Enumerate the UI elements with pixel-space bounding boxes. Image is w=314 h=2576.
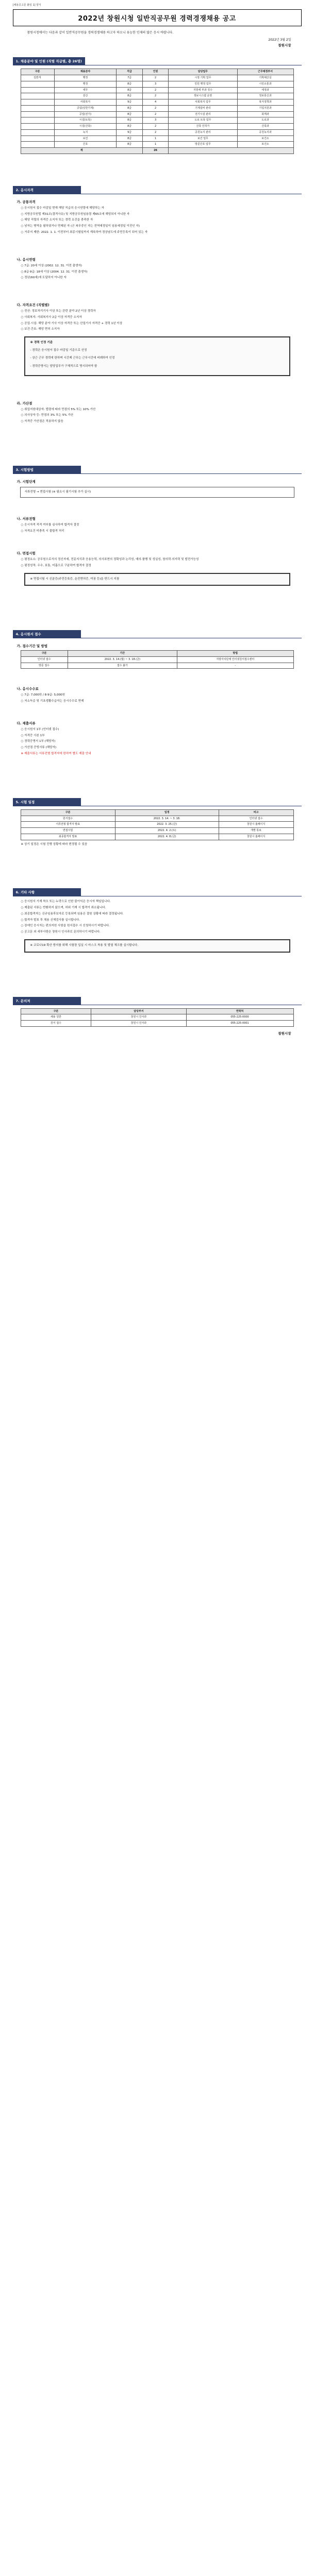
s3-a-title: 가. 시험단계	[16, 479, 36, 484]
table-row-cell: 창원시 인사과	[91, 1014, 186, 1021]
table-row-cell: 서류전형 합격자 발표	[21, 822, 115, 828]
document	[13, 0, 302, 1036]
table-row-cell: 2	[142, 105, 168, 111]
contact-table: 구분 담당부서 연락처 채용 일반 창원시 인사과 055-225-0000 원서 접수 창원시 인사과 055-225-0001	[21, 1008, 294, 1027]
table-row	[21, 656, 293, 663]
table-row-cell: 방문 접수	[21, 663, 68, 669]
table-row-cell: 3	[142, 81, 168, 87]
list-item: ○ 최종합격자는 신규임용후보자로 등록되며 임용은 결원 상황에 따라 결정됩니다.	[21, 912, 124, 916]
list-item: ○ 자격증 가산점은 적용하지 않음	[21, 420, 63, 423]
table-row-cell: 보건소	[237, 142, 293, 148]
table-row-cell: 2	[142, 75, 168, 81]
table-row-cell: 인터넷 접수	[21, 656, 68, 663]
table-row-cell	[21, 124, 54, 130]
table-row-cell: 시민소통과	[237, 81, 293, 87]
table-row-cell: 개별 통보	[219, 828, 293, 834]
table-row-cell: 창원시 인사과	[91, 1021, 186, 1027]
table-row	[21, 117, 293, 124]
list-item: ○ 응시원서 접수 마감일 현재 해당 직급의 응시연령에 해당하는 자	[21, 206, 104, 210]
s2-a-title: 가. 공통자격	[16, 199, 36, 204]
table-row-cell: 2022. 3. 25.(금)	[115, 822, 219, 828]
s3-a-text: 서류전형 → 면접시험 (※ 필요시 필기시험 추가 실시)	[20, 487, 294, 498]
table-row-cell: 8급	[117, 105, 142, 111]
list-item: ○ 거주지 제한: 2022. 1. 1. 이전부터 최종시험일까지 계속하여 경상남도에 주민등록이 되어 있는 자	[21, 231, 148, 234]
s6-note-box: ※ 코로나19 확산 방지를 위해 시험장 입실 시 마스크 착용 및 발열 체크를 실시합니다.	[24, 939, 290, 953]
s4-c-list	[13, 727, 302, 751]
s2-d-title: 라. 가산점	[16, 401, 32, 405]
table-row-cell: -	[177, 663, 293, 669]
announce-date: 2022년 3월 2일	[268, 38, 291, 42]
table-row-cell: 2	[142, 111, 168, 117]
table-row-cell: 지방세 부과 징수	[169, 87, 237, 93]
intro-text: 창원시청에서는 다음과 같이 일반직공무원을 경력경쟁채용 하고자 하오니 유능한 인재의 많은 응시 바랍니다.	[27, 31, 174, 35]
positions-table-body	[21, 75, 293, 148]
table-row-cell: 8급	[117, 111, 142, 117]
positions-table-header: 구분 채용분야 직급 인원 담당업무 근무예정부서	[21, 69, 293, 75]
table-row	[21, 111, 293, 117]
table-row-cell: 2022. 3. 14. ~ 3. 18.	[115, 816, 219, 822]
list-item: ○ 7급: 7,000원 / 8·9급: 5,000원	[21, 693, 65, 697]
s3-note-box: ※ 면접시험 시 신분증(주민등록증, 운전면허증, 여권 등)을 반드시 지참	[24, 573, 290, 586]
table-row-cell: 정보통신과	[237, 93, 293, 99]
s2-a-list	[13, 206, 302, 235]
list-item: ○ 취업지원대상자: 법령에 따라 만점의 5% 또는 10% 가산	[21, 408, 96, 411]
table-row-cell: 2	[142, 87, 168, 93]
table-row-cell: 보건소	[237, 135, 293, 142]
table-row-cell: 인터넷 접수	[219, 816, 293, 822]
s4-a-title: 가. 접수기간 및 방법	[16, 644, 47, 649]
section-5	[13, 789, 302, 806]
table-row-cell: 보건 업무	[169, 135, 237, 142]
table-row-cell	[21, 142, 54, 148]
list-item: ○ 남자는 병역을 필하였거나 면제된 자 (군 복무중인 자는 전역예정일이 임용예정일 이전인 자)	[21, 225, 140, 228]
table-row-cell: 건축 인허가	[169, 124, 237, 130]
table-row-cell: 회계과	[237, 111, 293, 117]
table-row-cell: 세무	[54, 87, 117, 93]
table-row	[21, 142, 293, 148]
section-6	[13, 879, 302, 896]
table-row-cell	[21, 93, 54, 99]
table-row-cell: 사회복지	[54, 99, 117, 106]
section-2-title: 2. 응시자격	[13, 186, 81, 194]
s6-list	[13, 900, 302, 935]
list-item: - 경력은 응시원서 접수 마감일 기준으로 산정	[30, 349, 87, 352]
section-3-title: 3. 시험방법	[13, 466, 81, 473]
list-item: ○ 사회복지: 사회복지사 2급 이상 자격증 소지자	[21, 315, 82, 319]
table-row-cell: 채용 일반	[21, 1014, 91, 1021]
s3-b-list	[13, 523, 302, 534]
table-row-cell: 3	[142, 117, 168, 124]
table-row-cell: 시설(토목)	[54, 117, 117, 124]
table-row-cell: 9급	[117, 99, 142, 106]
table-row	[21, 834, 293, 840]
footer-signer: 창원시장	[278, 1031, 291, 1036]
list-item: ○ 전산: 정보처리기사 이상 또는 관련 분야 2년 이상 경력자	[21, 310, 96, 313]
table-row-cell: 면접시험	[21, 828, 115, 834]
s2-c-title: 다. 자격요건 (직렬별)	[16, 303, 49, 308]
list-item: ○ 응시자격 적격 여부를 심사하여 합격자 결정	[21, 523, 79, 527]
table-row-cell: 2022. 4. 2.(토)	[115, 828, 219, 834]
table-row-cell: 간호	[54, 142, 117, 148]
table-row-cell: 접수 불가	[68, 663, 177, 669]
table-row-cell: 8급	[117, 135, 142, 142]
table-row-cell: 행정	[54, 81, 117, 87]
table-row-cell: 건축과	[237, 124, 293, 130]
table-row-cell	[21, 129, 54, 135]
table-row	[21, 81, 293, 87]
table-row-cell: 지방자치단체 인터넷원서접수센터	[177, 656, 293, 663]
application-table: 구분 기간 방법 인터넷 접수 2022. 3. 14.(월) ~ 3. 18.(금) 지방자치단체 인터넷원서접수센터 방문 접수 접수 불가 -	[21, 650, 294, 669]
table-row-cell: 공원녹지 관리	[169, 129, 237, 135]
table-row-cell: 2	[142, 93, 168, 99]
table-row-cell: 055-225-0000	[186, 1014, 293, 1021]
table-row-cell: 시정 기획 업무	[169, 75, 237, 81]
table-row-cell: 기업지원과	[237, 105, 293, 111]
list-item: ○ 의사상자 등: 만점의 3% 또는 5% 가산	[21, 414, 74, 417]
table-row	[21, 822, 293, 828]
list-item: ○ 7급: 20세 이상 (2002. 12. 31. 이전 출생자)	[21, 264, 82, 267]
table-row	[21, 124, 293, 130]
page-title: 2022년 창원시청 일반직공무원 경력경쟁채용 공고	[13, 9, 302, 26]
table-row-cell	[21, 117, 54, 124]
table-row-cell	[21, 99, 54, 106]
table-row-cell: 전기시설 관리	[169, 111, 237, 117]
section-6-title: 6. 기타 사항	[13, 888, 81, 896]
s4-note: ※ 제출서류는 서류전형 합격자에 한하여 별도 제출 안내	[21, 752, 91, 756]
s3-c-title: 다. 면접시험	[16, 551, 36, 556]
table-row	[21, 87, 293, 93]
table-row-cell	[21, 105, 54, 111]
table-row-cell: 시설(건축)	[54, 124, 117, 130]
table-row-cell: 8급	[117, 117, 142, 124]
table-row-cell: 2	[142, 124, 168, 130]
table-row	[21, 135, 293, 142]
list-item: ○ 장애인 응시자는 편의지원 사항을 원서접수 시 신청하시기 바랍니다.	[21, 924, 110, 928]
table-row-cell: 녹지	[54, 129, 117, 135]
list-item: ○ 가산점 증빙서류 (해당자)	[21, 746, 57, 750]
list-item: ○ 공업·시설: 해당 분야 기사 이상 자격증 또는 산업기사 자격증 + 경력 1년 이상	[21, 321, 123, 325]
table-row-cell: 1	[142, 142, 168, 148]
table-row	[21, 105, 293, 111]
table-row	[21, 1021, 293, 1027]
table-row-cell	[21, 87, 54, 93]
table-row-cell: 원서 접수	[21, 1021, 91, 1027]
section-1-title: 1. 채용분야 및 인원 (직렬 직급별, 총 26명)	[13, 57, 85, 65]
s2-c-list	[13, 309, 302, 332]
section-7-title: 7. 문의처	[13, 997, 81, 1005]
section-2	[13, 177, 302, 194]
table-row	[21, 663, 293, 669]
table-row	[21, 1014, 293, 1021]
application-table-body	[21, 656, 293, 669]
table-row-cell: 공업(전기)	[54, 111, 117, 117]
list-item: ○ 제출된 서류는 반환하지 않으며, 허위 기재 시 합격이 취소됩니다.	[21, 906, 106, 910]
s2-d-list	[13, 408, 302, 425]
table-row-cell: 기획예산실	[237, 75, 293, 81]
table-row	[21, 816, 293, 822]
positions-total-row: 계 26	[21, 148, 293, 154]
table-row-cell: 창원시 홈페이지	[219, 822, 293, 828]
table-row-cell: 정보시스템 운영	[169, 93, 237, 99]
table-row-cell	[21, 81, 54, 87]
s4-b-title: 나. 응시수수료	[16, 687, 39, 691]
table-row-cell: 2	[142, 129, 168, 135]
table-row-cell: 원서접수	[21, 816, 115, 822]
table-row-cell: 8급	[117, 87, 142, 93]
table-row-cell: 사회복지 업무	[169, 99, 237, 106]
s4-b-list	[13, 693, 302, 704]
signer: 창원시장	[278, 43, 291, 47]
table-row-cell: 기계설비 관리	[169, 105, 237, 111]
table-row-cell: 복지정책과	[237, 99, 293, 106]
list-item: ○ 합격자 발표 후 채용 신체검사를 실시합니다.	[21, 918, 80, 922]
list-item: ○ 보건·간호: 해당 면허 소지자	[21, 328, 60, 331]
contact-table-body	[21, 1014, 293, 1027]
table-row-cell: 방문간호 업무	[169, 142, 237, 148]
section-4-title: 4. 응시원서 접수	[13, 630, 81, 638]
table-row	[21, 75, 293, 81]
s3-c-list	[13, 557, 302, 569]
section-4	[13, 621, 302, 638]
section-5-title: 5. 시험 일정	[13, 798, 81, 806]
table-row-cell: 8급	[117, 81, 142, 87]
s2-b-title: 나. 응시연령	[16, 257, 36, 262]
table-row-cell: 4	[142, 99, 168, 106]
table-row-cell: 민원 행정 업무	[169, 81, 237, 87]
career-criteria-box: ※ 경력 인정 기준 - 경력은 응시원서 접수 마감일 기준으로 산정 - 상근 근무 경력에 한하며 시간제 근무는 근무시간에 비례하여 인정 - 경력증명서는 담당업무가 구체적으로 명시되어야 함	[24, 336, 290, 376]
table-row-cell: 8급	[117, 124, 142, 130]
file-tag: [채용공고문 붙임 1] 양식	[12, 4, 41, 7]
s4-c-title: 다. 제출서류	[16, 721, 36, 725]
table-row-cell	[21, 135, 54, 142]
table-row	[21, 93, 293, 99]
table-row-cell: 8급	[117, 142, 142, 148]
table-row-cell: 1	[142, 135, 168, 142]
table-row-cell: 도로 토목 업무	[169, 117, 237, 124]
list-item: ○ 자격요건 미충족 시 불합격 처리	[21, 530, 64, 533]
section-3	[13, 456, 302, 474]
table-row-cell: 일반직	[21, 75, 54, 81]
table-row-cell: 보건	[54, 135, 117, 142]
list-item: ○ 공고문 외 세부사항은 창원시 인사과로 문의하시기 바랍니다.	[21, 930, 101, 934]
positions-table	[21, 69, 294, 154]
table-row-cell: 055-225-0001	[186, 1021, 293, 1027]
s5-note: ※ 상기 일정은 시험 진행 상황에 따라 변경될 수 있음	[21, 842, 88, 846]
s3-b-title: 나. 서류전형	[16, 517, 36, 521]
list-item: ○ 정년(60세)에 도달하지 아니한 자	[21, 276, 67, 280]
table-row	[21, 99, 293, 106]
table-row-cell: 8급	[117, 93, 142, 99]
schedule-table: 구분 일정 비고 원서접수 2022. 3. 14. ~ 3. 18. 인터넷 접수 서류전형 합격자 발표 2022. 3. 25.(금) 창원시 홈페이지 면접시험 2022. 4. 2.(토) 개별 통보 최종합격자 발표 2022. 4. 8.(금) 창원시 홈페이지	[21, 809, 294, 840]
list-item: ○ 응시원서 기재 착오 또는 누락으로 인한 불이익은 응시자 책임입니다.	[21, 900, 111, 904]
table-row-cell: 2022. 3. 14.(월) ~ 3. 18.(금)	[68, 656, 177, 663]
s2-b-list	[13, 264, 302, 281]
table-row-cell: 행정	[54, 75, 117, 81]
table-row-cell: 최종합격자 발표	[21, 834, 115, 840]
table-row-cell: 도로과	[237, 117, 293, 124]
list-item: ○ 경력증명서 1부 (해당자)	[21, 740, 56, 743]
list-item: ○ 응시원서 1부 (인터넷 접수)	[21, 727, 59, 731]
schedule-table-body	[21, 816, 293, 840]
list-item: ○ 평정성적: 우수, 보통, 미흡으로 구분하여 합격자 결정	[21, 564, 91, 567]
list-item: ○ 평정요소: 공무원으로서의 정신자세, 전문지식과 응용능력, 의사표현의 정확성과 논리성, 예의·품행 및 성실성, 창의력·의지력 및 발전가능성	[21, 558, 199, 562]
table-row-cell: 세정과	[237, 87, 293, 93]
table-row-cell: 창원시 홈페이지	[219, 834, 293, 840]
list-item: ○ 8급·9급: 18세 이상 (2004. 12. 31. 이전 출생자)	[21, 270, 88, 274]
list-item: ○ 해당 직렬의 자격증 소지자 또는 경력 요건을 충족한 자	[21, 218, 93, 222]
section-7	[13, 988, 302, 1005]
table-row-cell: 7급	[117, 75, 142, 81]
list-item: - 상근 근무 경력에 한하며 시간제 근무는 근무시간에 비례하여 인정	[30, 357, 115, 360]
table-row-cell: 2022. 4. 8.(금)	[115, 834, 219, 840]
section-1	[13, 48, 302, 65]
table-row-cell: 전산	[54, 93, 117, 99]
table-row-cell: 공업(일반기계)	[54, 105, 117, 111]
list-item: ○ 저소득층 및 기초생활수급자는 응시수수료 면제	[21, 700, 84, 703]
table-row	[21, 828, 293, 834]
table-row	[21, 129, 293, 135]
table-row-cell: 9급	[117, 129, 142, 135]
list-item: ○ 지방공무원법 제31조(결격사유) 및 지방공무원임용령 제65조에 해당되지 아니한 자	[21, 212, 130, 216]
list-item: - 경력증명서는 담당업무가 구체적으로 명시되어야 함	[30, 364, 97, 368]
signature-block	[13, 36, 302, 48]
table-row-cell: 공원녹지과	[237, 129, 293, 135]
table-row-cell	[21, 111, 54, 117]
list-item: ○ 자격증 사본 1부	[21, 734, 45, 737]
